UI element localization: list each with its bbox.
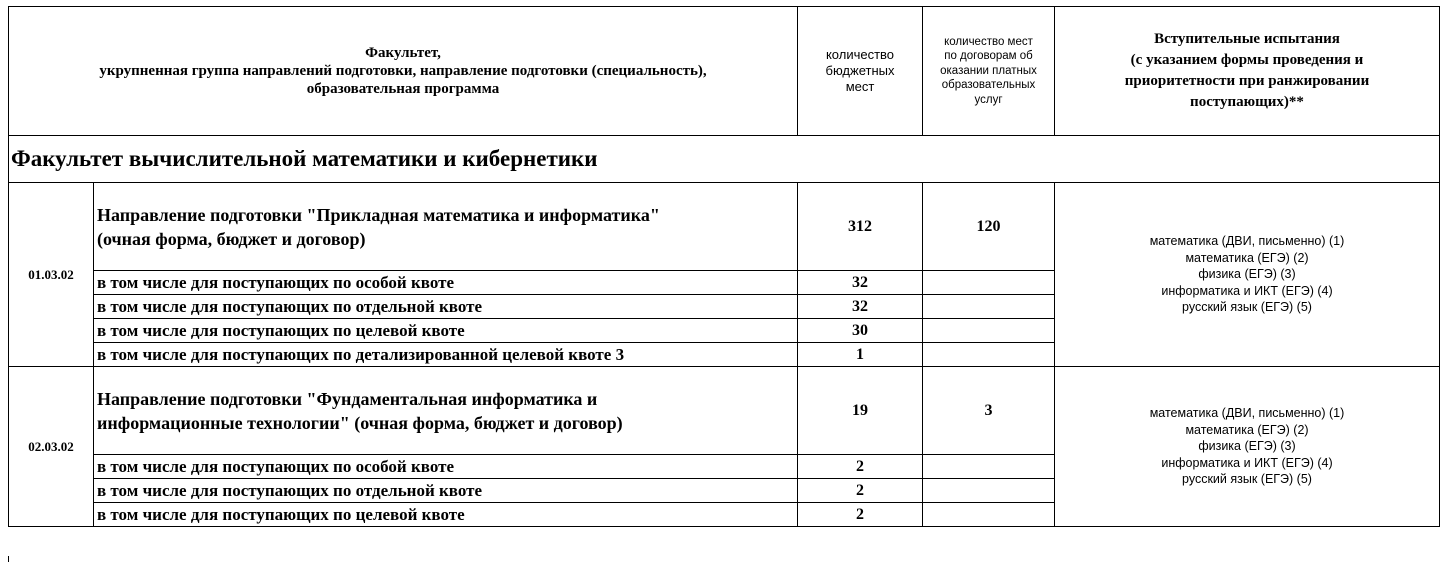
program-title	[94, 367, 798, 455]
header-budget-line: мест	[845, 79, 875, 94]
program-row	[9, 367, 1440, 455]
faculty-title: Факультет вычислительной математики и кибернетики	[9, 136, 1440, 183]
program-title-line: Направление подготовки "Фундаментальная информатика и	[97, 388, 598, 409]
quota-label: в том числе для поступающих по особой квоте	[94, 455, 798, 479]
quota-budget-places: 32	[798, 295, 923, 319]
header-tests-line: Вступительные испытания	[1154, 31, 1340, 47]
program-code: 02.03.02	[9, 367, 94, 527]
budget-places: 19	[798, 367, 923, 455]
header-budget-line: бюджетных	[825, 63, 895, 78]
admission-table-sheet	[8, 6, 1439, 527]
paid-places: 3	[923, 367, 1055, 455]
faculty-row	[9, 136, 1440, 183]
header-program-line: образовательная программа	[306, 81, 500, 97]
program-title	[94, 183, 798, 271]
admission-table	[8, 6, 1440, 527]
header-paid-line: по договорам об	[944, 50, 1033, 63]
header-paid-line: количество мест	[944, 35, 1033, 48]
entrance-test-item: математика (ДВИ, письменно) (1)	[1149, 234, 1345, 249]
table-continuation-border	[8, 556, 9, 562]
program-code: 01.03.02	[9, 183, 94, 367]
entrance-tests	[1055, 183, 1440, 367]
header-paid-column	[923, 7, 1055, 136]
header-tests-column	[1055, 7, 1440, 136]
paid-places: 120	[923, 183, 1055, 271]
quota-paid-places	[923, 271, 1055, 295]
quota-budget-places: 2	[798, 479, 923, 503]
program-title-line: (очная форма, бюджет и договор)	[97, 228, 366, 249]
quota-paid-places	[923, 503, 1055, 527]
quota-paid-places	[923, 479, 1055, 503]
entrance-test-item: русский язык (ЕГЭ) (5)	[1182, 472, 1312, 487]
header-budget-column	[798, 7, 923, 136]
quota-label: в том числе для поступающих по отдельной квоте	[94, 295, 798, 319]
quota-label: в том числе для поступающих по целевой квоте	[94, 503, 798, 527]
header-paid-line: оказании платных	[940, 64, 1037, 77]
header-program-line: укрупненная группа направлений подготовки, направление подготовки (специальность),	[99, 63, 707, 79]
quota-paid-places	[923, 455, 1055, 479]
entrance-test-item: информатика и ИКТ (ЕГЭ) (4)	[1161, 283, 1333, 298]
entrance-tests	[1055, 367, 1440, 527]
header-paid-line: образовательных	[941, 79, 1036, 92]
header-tests-line: (с указанием формы проведения и	[1130, 52, 1364, 68]
entrance-test-item: физика (ЕГЭ) (3)	[1198, 267, 1296, 282]
quota-label: в том числе для поступающих по целевой квоте	[94, 319, 798, 343]
header-tests-line: поступающих)**	[1190, 94, 1304, 110]
header-paid-line: услуг	[974, 93, 1003, 106]
quota-label: в том числе для поступающих по детализированной целевой квоте 3	[94, 343, 798, 367]
entrance-test-item: информатика и ИКТ (ЕГЭ) (4)	[1161, 455, 1333, 470]
quota-budget-places: 2	[798, 455, 923, 479]
quota-budget-places: 32	[798, 271, 923, 295]
header-budget-line: количество	[825, 47, 895, 62]
program-row	[9, 183, 1440, 271]
quota-budget-places: 2	[798, 503, 923, 527]
header-tests-line: приоритетности при ранжировании	[1124, 73, 1370, 89]
entrance-test-item: физика (ЕГЭ) (3)	[1198, 439, 1296, 454]
quota-budget-places: 30	[798, 319, 923, 343]
quota-label: в том числе для поступающих по особой квоте	[94, 271, 798, 295]
header-program-line: Факультет,	[365, 45, 441, 61]
quota-label: в том числе для поступающих по отдельной квоте	[94, 479, 798, 503]
entrance-test-item: математика (ДВИ, письменно) (1)	[1149, 406, 1345, 421]
quota-budget-places: 1	[798, 343, 923, 367]
quota-paid-places	[923, 343, 1055, 367]
entrance-test-item: математика (ЕГЭ) (2)	[1185, 250, 1309, 265]
program-title-line: информационные технологии" (очная форма, бюджет и договор)	[97, 412, 623, 433]
budget-places: 312	[798, 183, 923, 271]
program-title-line: Направление подготовки "Прикладная математика и информатика"	[97, 204, 660, 225]
header-program-column	[9, 7, 798, 136]
entrance-test-item: математика (ЕГЭ) (2)	[1185, 422, 1309, 437]
header-row	[9, 7, 1440, 136]
entrance-test-item: русский язык (ЕГЭ) (5)	[1182, 300, 1312, 315]
quota-paid-places	[923, 295, 1055, 319]
quota-paid-places	[923, 319, 1055, 343]
